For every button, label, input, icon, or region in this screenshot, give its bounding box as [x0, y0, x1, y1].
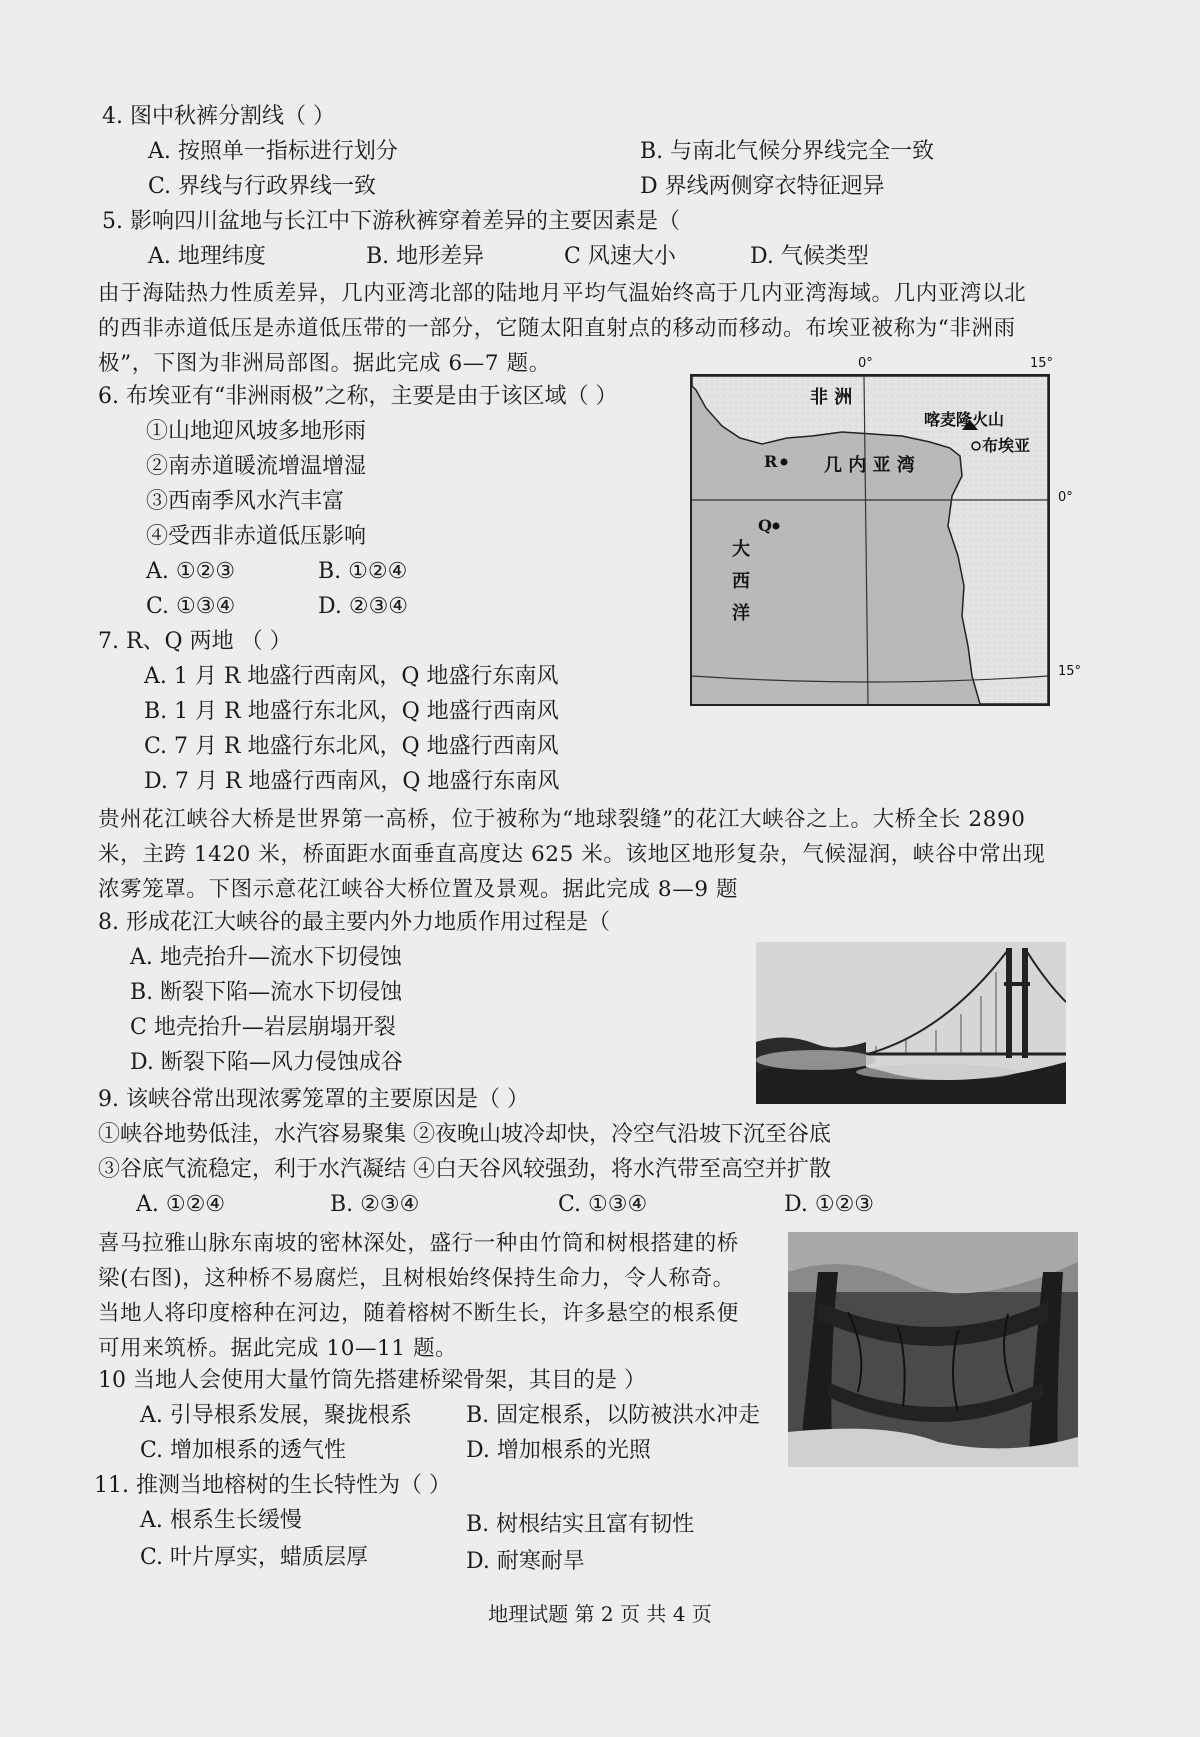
q5-option-a: A. 地理纬度 [148, 244, 266, 269]
q6-item-4: ④受西非赤道低压影响 [146, 524, 367, 549]
q6-item-2: ②南赤道暖流增温增湿 [146, 454, 367, 479]
q6-item-1: ①山地迎风坡多地形雨 [146, 419, 367, 444]
root-bridge-photo [788, 1232, 1078, 1467]
q9-option-a: A. ①②④ [136, 1192, 226, 1217]
q4-stem: 4. 图中秋裤分割线（ ） [102, 104, 335, 129]
map-label-ocean-3: 洋 [732, 603, 750, 624]
q11-option-d: D. 耐寒耐旱 [466, 1549, 585, 1574]
passage3-line3: 当地人将印度榕种在河边，随着榕树不断生长，许多悬空的根系便 [98, 1301, 739, 1326]
map-label-buea: 布埃亚 [982, 436, 1031, 455]
q7-option-b: B. 1 月 R 地盛行东北风，Q 地盛行西南风 [144, 699, 559, 724]
q5-option-b: B. 地形差异 [366, 244, 485, 269]
q6-item-3: ③西南季风水汽丰富 [146, 489, 345, 514]
q8-stem: 8. 形成花江大峡谷的最主要内外力地质作用过程是（ [98, 910, 610, 935]
q7-option-c: C. 7 月 R 地盛行东北风，Q 地盛行西南风 [144, 734, 559, 759]
q11-option-b: B. 树根结实且富有韧性 [466, 1512, 695, 1537]
q4-option-c: C. 界线与行政界线一致 [148, 174, 377, 199]
q5-option-d: D. 气候类型 [750, 244, 869, 269]
passage2-line2: 米，主跨 1420 米，桥面距水面垂直高度达 625 米。该地区地形复杂，气候湿润，峡谷中常出现 [98, 842, 1046, 867]
page-footer: 地理试题 第 2 页 共 4 页 [488, 1602, 712, 1626]
map-label-volcano: 喀麦隆火山 [924, 410, 1005, 429]
q4-option-d: D 界线两侧穿衣特征迥异 [640, 174, 885, 199]
q8-option-a: A. 地壳抬升—流水下切侵蚀 [130, 945, 402, 970]
map-label-ocean-2: 西 [732, 571, 750, 592]
map-lat-15: 15° [1058, 664, 1082, 679]
q6-option-a: A. ①②③ [146, 559, 236, 584]
q9-statements-2: ③谷底气流稳定，利于水汽凝结 ④白天谷风较强劲，将水汽带至高空并扩散 [98, 1157, 831, 1182]
q4-option-b: B. 与南北气候分界线完全一致 [640, 139, 935, 164]
q5-stem: 5. 影响四川盆地与长江中下游秋裤穿着差异的主要因素是（ [102, 209, 680, 234]
africa-map [690, 374, 1050, 706]
q7-option-d: D. 7 月 R 地盛行西南风，Q 地盛行东南风 [144, 769, 560, 794]
passage1-line3: 极”，下图为非洲局部图。据此完成 6—7 题。 [98, 351, 551, 376]
passage1-line2: 的西非赤道低压是赤道低压带的一部分，它随太阳直射点的移动而移动。布埃亚被称为“非洲雨 [98, 316, 1016, 341]
map-label-ocean-1: 大 [732, 539, 750, 560]
q4-option-a: A. 按照单一指标进行划分 [148, 139, 398, 164]
q6-option-c: C. ①③④ [146, 594, 236, 619]
passage2-line3: 浓雾笼罩。下图示意花江峡谷大桥位置及景观。据此完成 8—9 题 [98, 877, 739, 902]
q10-option-a: A. 引导根系发展，聚拢根系 [140, 1403, 412, 1428]
q9-stem: 9. 该峡谷常出现浓雾笼罩的主要原因是（ ） [98, 1087, 529, 1112]
map-point-q: Q [758, 516, 772, 535]
q10-option-b: B. 固定根系，以防被洪水冲走 [466, 1403, 761, 1428]
q8-option-c: C 地壳抬升—岩层崩塌开裂 [130, 1015, 396, 1040]
q11-stem: 11. 推测当地榕树的生长特性为（ ） [94, 1473, 451, 1498]
q8-option-d: D. 断裂下陷—风力侵蚀成谷 [130, 1050, 403, 1075]
q6-option-d: D. ②③④ [318, 594, 409, 619]
passage3-line4: 可用来筑桥。据此完成 10—11 题。 [98, 1336, 458, 1361]
q10-option-d: D. 增加根系的光照 [466, 1438, 651, 1463]
q9-statements-1: ①峡谷地势低洼，水汽容易聚集 ②夜晚山坡冷却快，冷空气沿坡下沉至谷底 [98, 1122, 831, 1147]
map-lon-0: 0° [858, 356, 873, 371]
q7-stem: 7. R、Q 两地 （ ） [98, 629, 292, 654]
q11-option-a: A. 根系生长缓慢 [140, 1508, 302, 1533]
q9-option-d: D. ①②③ [784, 1192, 875, 1217]
q11-option-c: C. 叶片厚实，蜡质层厚 [140, 1545, 369, 1570]
passage3-line1: 喜马拉雅山脉东南坡的密林深处，盛行一种由竹筒和树根搭建的桥 [98, 1231, 739, 1256]
passage3-line2: 梁(右图)，这种桥不易腐烂，且树根始终保持生命力，令人称奇。 [98, 1266, 735, 1291]
bridge-photo [756, 942, 1066, 1104]
q6-stem: 6. 布埃亚有“非洲雨极”之称，主要是由于该区域（ ） [98, 384, 618, 409]
q9-option-c: C. ①③④ [558, 1192, 648, 1217]
map-label-africa: 非 洲 [810, 387, 853, 408]
map-label-gulf: 几 内 亚 湾 [824, 455, 915, 476]
map-point-r: R [764, 452, 778, 471]
q7-option-a: A. 1 月 R 地盛行西南风，Q 地盛行东南风 [144, 664, 559, 689]
map-lon-15: 15° [1030, 356, 1054, 371]
passage1-line1: 由于海陆热力性质差异，几内亚湾北部的陆地月平均气温始终高于几内亚湾海域。几内亚湾以北 [98, 281, 1027, 306]
map-lat-0: 0° [1058, 490, 1073, 505]
passage2-line1: 贵州花江峡谷大桥是世界第一高桥，位于被称为“地球裂缝”的花江大峡谷之上。大桥全长 2890 [98, 807, 1026, 832]
q10-option-c: C. 增加根系的透气性 [140, 1438, 347, 1463]
q8-option-b: B. 断裂下陷—流水下切侵蚀 [130, 980, 403, 1005]
q9-option-b: B. ②③④ [330, 1192, 420, 1217]
q5-option-c: C 风速大小 [564, 244, 676, 269]
q10-stem: 10 当地人会使用大量竹筒先搭建桥梁骨架，其目的是 ） [98, 1368, 646, 1393]
q6-option-b: B. ①②④ [318, 559, 408, 584]
